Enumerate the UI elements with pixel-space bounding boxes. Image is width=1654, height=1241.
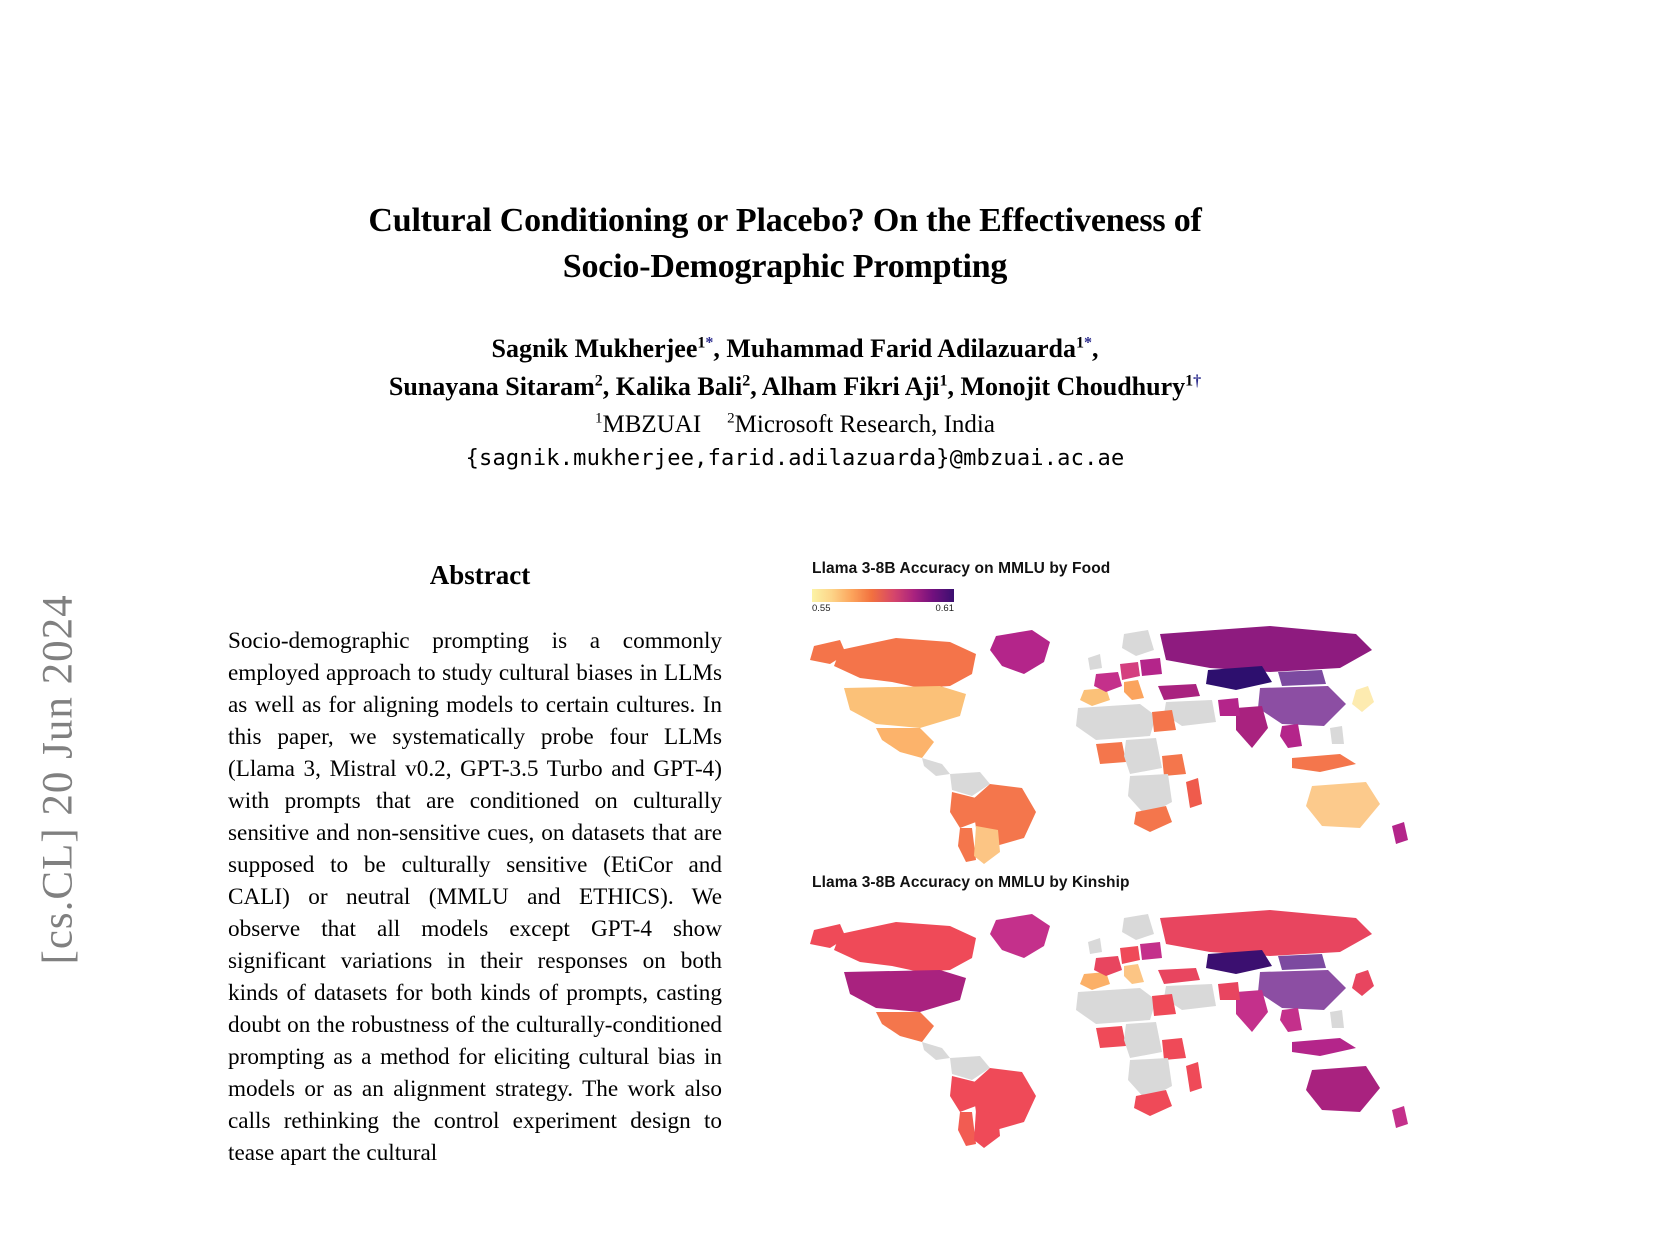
author-separator: , [750,372,762,401]
author-separator: , [602,372,616,401]
country-italy [1124,964,1144,984]
country-india [1236,706,1268,748]
country-mexico [876,728,934,758]
title-line-2: Socio-Demographic Prompting [562,248,1008,285]
country-poland [1140,658,1162,676]
arxiv-stamp: [cs.CL] 20 Jun 2024 [34,594,82,965]
author-affiliation-sup: 1 [697,334,706,352]
country-north-africa [1076,704,1156,740]
author-name: Sagnik Mukherjee [491,334,698,363]
country-kenya [1162,754,1186,776]
country-madagascar [1186,778,1202,808]
affiliation-sup: 1 [595,410,603,427]
country-thailand [1280,1008,1302,1032]
author-line-1 [250,330,1340,368]
country-italy [1124,680,1144,700]
country-kazakhstan [1206,950,1272,974]
country-poland [1140,942,1162,960]
country-turkey [1158,684,1200,700]
figure-kinship [800,874,1420,1150]
country-australia [1306,782,1380,828]
country-south-africa [1134,1090,1172,1116]
affiliation-list [250,409,1340,441]
affiliation-name: Microsoft Research, India [734,411,995,438]
figure-kinship-map [800,900,1420,1150]
country-indonesia [1292,754,1356,772]
author-mark-sup: * [705,334,714,352]
colorbar-min-label: 0.55 [812,603,831,614]
figure-column [800,560,1420,1241]
country-canada [834,638,976,688]
contact-email: {sagnik.mukherjee,farid.adilazuarda}@mbzuai.ac.ae [465,446,1125,471]
country-pakistan [1218,982,1240,1000]
country-central-africa [1124,738,1162,774]
figure-food-title: Llama 3-8B Accuracy on MMLU by Food [812,560,1111,577]
country-japan [1352,686,1374,712]
country-chile [958,828,976,862]
colorbar-gradient [812,589,954,602]
colorbar-ticks [812,602,954,614]
country-united-states [844,970,966,1012]
country-mongolia [1278,670,1326,686]
country-egypt [1152,710,1176,732]
country-new-zealand [1392,822,1408,844]
map-countries-kinship [810,910,1408,1148]
country-madagascar [1186,1062,1202,1092]
country-central-america [922,758,950,776]
country-russia [1160,910,1372,956]
author-name: Sunayana Sitaram [388,372,595,401]
country-canada [834,922,976,972]
country-mexico [876,1012,934,1042]
country-new-zealand [1392,1106,1408,1128]
colorbar-max-label: 0.61 [935,603,954,614]
country-nigeria [1096,742,1126,764]
country-greenland [990,914,1050,958]
country-kenya [1162,1038,1186,1060]
country-scandinavia [1122,914,1154,940]
country-peru [950,1076,976,1112]
country-germany [1120,662,1140,680]
page-title [280,198,1290,290]
author-separator: , [713,334,727,363]
figure-kinship-title: Llama 3-8B Accuracy on MMLU by Kinship [812,874,1130,891]
author-affiliation-sup: 2 [742,372,751,390]
country-indonesia [1292,1038,1356,1056]
author-name: Muhammad Farid Adilazuarda [726,334,1076,363]
country-kazakhstan [1206,666,1272,690]
country-scandinavia [1122,630,1154,656]
country-united-states [844,686,966,728]
country-central-america [922,1042,950,1060]
author-list [250,330,1340,406]
author-line-2 [250,368,1340,406]
author-affiliation-sup: 1 [1075,334,1084,352]
country-pakistan [1218,698,1240,716]
country-india [1236,990,1268,1032]
abstract-heading: Abstract [429,560,531,590]
country-mongolia [1278,954,1326,970]
country-uk [1088,654,1102,670]
country-central-africa [1124,1022,1162,1058]
abstract-body: Socio-demographic prompting is a commonly employed approach to study cultural biases in LLMs as well as for aligning models to certain cultures. In this paper, we systematically probe four LLMs (Llama 3, Mistral v0.2, GPT-3.5 Turbo and GPT-4) with prompts that are conditioned on culturally sensitive and non-sensitive cues, on datasets that are supposed to be culturally sensitive (EtiCor and CALI) or neutral (MMLU and ETHICS). We observe that all models except GPT-4 show significant variations in their responses on both kinds of datasets for both kinds of prompts, casting doubt on the robustness of the culturally-conditioned prompting as a method for eliciting cultural bias in models or as an alignment strategy. The work also calls rethinking the control experiment design to tease apart the cultural [228,628,722,1166]
country-china [1258,686,1346,726]
country-turkey [1158,968,1200,984]
country-greenland [990,630,1050,674]
country-chile [958,1112,976,1146]
author-name: Alham Fikri Aji [761,372,940,401]
world-map-kinship [800,900,1420,1150]
title-line-1: Cultural Conditioning or Placebo? On the Effectiveness of [368,202,1202,239]
country-philippines [1330,726,1344,744]
author-affiliation-sup: 2 [594,372,603,390]
author-affiliation-sup: 1 [939,372,948,390]
country-argentina [974,1110,1000,1148]
country-australia [1306,1066,1380,1112]
author-separator: , [947,372,961,401]
country-north-africa [1076,988,1156,1024]
author-mark-sup: * [1083,334,1092,352]
country-argentina [974,826,1000,864]
country-japan [1352,970,1374,996]
country-peru [950,792,976,828]
author-mark-sup: † [1193,372,1202,390]
world-map-food [800,616,1420,866]
country-egypt [1152,994,1176,1016]
country-russia [1160,626,1372,672]
author-affiliation-sup: 1 [1185,372,1194,390]
country-nigeria [1096,1026,1126,1048]
author-separator: , [1091,334,1099,363]
country-china [1258,970,1346,1010]
country-uk [1088,938,1102,954]
affiliation-sup: 2 [727,410,735,427]
country-philippines [1330,1010,1344,1028]
country-thailand [1280,724,1302,748]
map-countries-food [810,626,1408,864]
author-name: Kalika Bali [615,372,743,401]
country-south-africa [1134,806,1172,832]
country-germany [1120,946,1140,964]
affiliation-name: MBZUAI [602,411,702,438]
figure-food-colorbar [812,589,954,614]
figure-food [800,560,1420,866]
author-name: Monojit Choudhury [960,372,1186,401]
figure-food-map [800,616,1420,866]
